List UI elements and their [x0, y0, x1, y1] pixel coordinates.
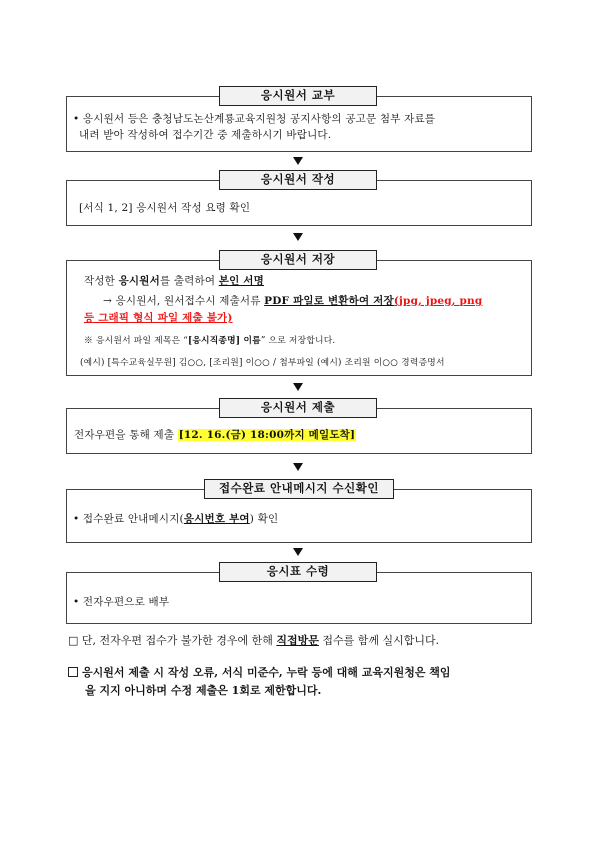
step-text-line [84, 274, 264, 288]
note-responsibility [68, 664, 451, 681]
step-title: 응시표 수령 [219, 562, 377, 582]
text-run: 접수를 함께 실시합니다. [318, 634, 440, 647]
text-run-visit: 직접방문 [276, 634, 319, 647]
text-run: • 접수완료 안내메시지( [73, 513, 184, 525]
step-title: 응시원서 제출 [219, 398, 377, 418]
down-arrow-icon [293, 157, 303, 165]
step-text-line: • 응시원서 등은 충청남도논산계룡교육지원청 공지사항의 공고문 첨부 자료를 [73, 113, 436, 125]
text-run: ※ 응시원서 파일 제목은 “ [84, 336, 188, 346]
step-text-line [84, 334, 335, 348]
text-run-bold: [응시직종명] 이름 [187, 336, 261, 346]
step-title: 응시원서 작성 [219, 170, 377, 190]
down-arrow-icon [293, 463, 303, 471]
step-title: 응시원서 저장 [219, 250, 377, 270]
checkbox-square-icon [68, 667, 78, 677]
down-arrow-icon [293, 383, 303, 391]
text-run-pdf: PDF 파일로 변환하여 저장 [264, 295, 394, 307]
down-arrow-icon [293, 233, 303, 241]
text-run: □ 단, 전자우편 접수가 불가한 경우에 한해 [68, 634, 277, 647]
text-run: ) 확인 [249, 513, 279, 525]
text-run-bold: 응시원서 [118, 275, 160, 287]
text-run: ” 으로 저장합니다. [260, 336, 336, 346]
text-run: → 응시원서, 원서접수시 제출서류 [103, 295, 265, 307]
step-title: 접수완료 안내메시지 수신확인 [204, 479, 394, 499]
step-text-line: 등 그래픽 형식 파일 제출 불가) [84, 312, 233, 324]
step-text-line [74, 428, 356, 442]
text-run: 응시원서 제출 시 작성 오류, 서식 미준수, 누락 등에 대해 교육지원청은 책임 [82, 666, 451, 679]
step-title: 응시원서 교부 [219, 86, 377, 106]
step-text-line: [서식 1, 2] 응시원서 작성 요령 확인 [79, 202, 251, 214]
step-text-line [103, 294, 482, 308]
text-run-signature: 본인 서명 [218, 275, 264, 287]
step-text-line [73, 512, 278, 526]
text-run: 를 출력하여 [159, 275, 219, 287]
note-visit [68, 632, 439, 649]
down-arrow-icon [293, 548, 303, 556]
step-text-line: (예시) [특수교육실무원] 김○○, [조리원] 이○○ / 첨부파일 (예시) 조리원 이○○ 경력증명서 [80, 358, 445, 368]
deadline-highlight: [12. 16.(금) 18:00까지 메일도착] [178, 429, 356, 441]
step-text-line: 내려 받아 작성하여 접수기간 중 제출하시기 바랍니다. [79, 129, 332, 141]
text-run-red: (jpg, jpeg, png [393, 295, 483, 307]
note-responsibility-cont: 을 지지 아니하며 수정 제출은 1회로 제한합니다. [85, 684, 322, 697]
step-text-line: • 전자우편으로 배부 [73, 596, 170, 608]
text-run: 전자우편을 통해 제출 [74, 429, 178, 441]
text-run: 작성한 [84, 275, 119, 287]
text-run-exam-number: 응시번호 부여 [183, 513, 250, 525]
